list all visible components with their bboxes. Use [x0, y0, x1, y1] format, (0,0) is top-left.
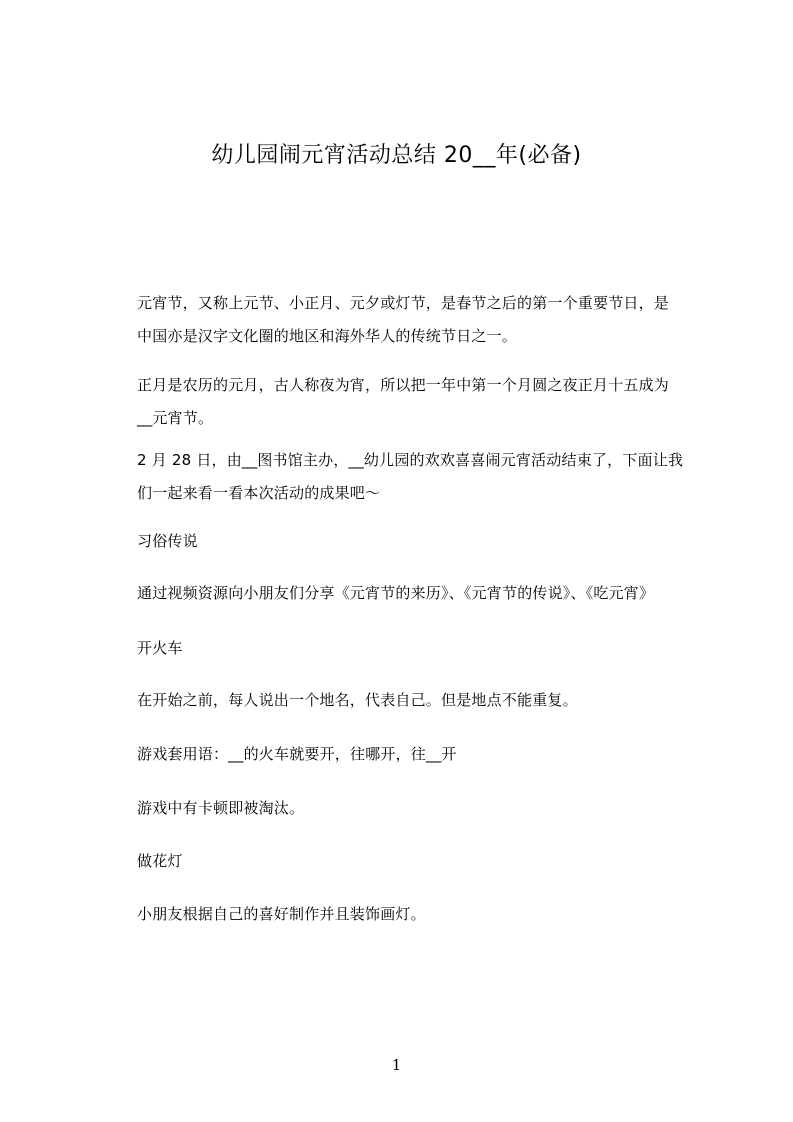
paragraph-train-elimination — [104, 792, 704, 825]
paragraph-line: 元宵节，又称上元节、小正月、元夕或灯节，是春节之后的第一个重要节日，是 — [137, 294, 670, 312]
heading-text: 做花灯 — [137, 852, 183, 870]
paragraph-train-rules — [104, 684, 704, 717]
paragraph-line: 2 月 28 日，由__图书馆主办，__幼儿园的欢欢喜喜闹元宵活动结束了，下面让我 — [137, 451, 684, 469]
document-title: 幼儿园闹元宵活动总结 20__年(必备) — [211, 143, 582, 168]
paragraph-line: 们一起来看一看本次活动的成果吧～ — [137, 484, 381, 502]
paragraph-line: 中国亦是汉字文化圈的地区和海外华人的传统节日之一。 — [137, 327, 518, 345]
paragraph-train-phrase — [104, 738, 704, 771]
section-heading-customs — [104, 525, 704, 558]
paragraph-line: 正月是农历的元月，古人称夜为宵，所以把一年中第一个月圆之夜正月十五成为 — [137, 376, 670, 394]
heading-text: 习俗传说 — [137, 532, 198, 550]
heading-text: 开火车 — [137, 639, 183, 657]
paragraph-lantern — [104, 898, 704, 931]
page-number: 1 — [391, 1056, 402, 1074]
paragraph-intro — [104, 287, 704, 353]
paragraph-line: 游戏中有卡顿即被淘汰。 — [137, 799, 305, 817]
paragraph-line: 小朋友根据自己的喜好制作并且装饰画灯。 — [137, 905, 426, 923]
paragraph-line: __元宵节。 — [137, 409, 214, 427]
section-heading-train — [104, 632, 704, 665]
paragraph-line: 通过视频资源向小朋友们分享《元宵节的来历》、《元宵节的传说》、《吃元宵》 — [137, 584, 655, 602]
paragraph-customs — [104, 577, 704, 610]
paragraph-line: 游戏套用语：__的火车就要开，往哪开，往__开 — [137, 745, 457, 763]
paragraph-line: 在开始之前，每人说出一个地名，代表自己。但是地点不能重复。 — [137, 691, 578, 709]
section-heading-lantern — [104, 845, 704, 878]
paragraph-origin — [104, 369, 704, 435]
paragraph-event — [104, 444, 704, 510]
